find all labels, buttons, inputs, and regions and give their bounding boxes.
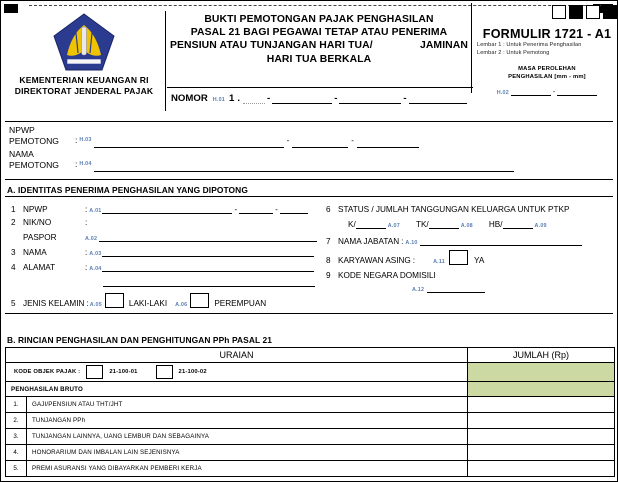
field-negara-number: 9 xyxy=(326,271,331,280)
nomor-field-2[interactable] xyxy=(272,94,332,104)
nama-pemotong-label-2: PEMOTONG xyxy=(9,160,59,171)
nomor-sep-2: - xyxy=(334,93,338,104)
field-asing-colon: : xyxy=(412,256,416,265)
formulir-title: FORMULIR 1721 - A1 xyxy=(482,27,612,41)
ministry-line-1: KEMENTERIAN KEUANGAN RI xyxy=(19,75,149,85)
kode-objek-value-1: 21-100-01 xyxy=(109,369,138,375)
section-b-title: B. RINCIAN PENGHASILAN DAN PENGHITUNGAN PPh PASAL 21 xyxy=(7,335,273,345)
row-description: GAJI/PENSIUN ATAU THT/JHT xyxy=(27,397,468,413)
field-nama-input[interactable] xyxy=(102,247,314,257)
field-negara-code: A.12 xyxy=(412,287,425,293)
field-nama-code: A.03 xyxy=(89,251,102,257)
table-row xyxy=(6,397,615,413)
penghasilan-bruto-amount-cell xyxy=(468,382,615,397)
nomor-prefix: 1 xyxy=(228,93,235,104)
penghasilan-bruto-row xyxy=(6,382,615,397)
field-kode-negara xyxy=(326,267,611,280)
field-asing-label: KARYAWAN ASING xyxy=(338,256,411,265)
field-alamat-input-1[interactable] xyxy=(102,262,314,272)
field-npwp-input-1[interactable] xyxy=(102,204,232,214)
status-hb-input[interactable] xyxy=(503,219,533,229)
field-negara-input[interactable] xyxy=(427,283,485,293)
checkbox-laki-laki[interactable] xyxy=(105,293,124,308)
title-line-3a: PENSIUN ATAU TUNJANGAN HARI TUA/ xyxy=(170,40,373,52)
nama-pemotong-field[interactable] xyxy=(94,162,514,172)
row-description: HONORARIUM DAN IMBALAN LAIN SEJENISNYA xyxy=(27,445,468,461)
ministry-block xyxy=(5,11,163,111)
nomor-field-4[interactable] xyxy=(409,94,467,104)
masa-dash: - xyxy=(552,88,556,96)
field-status-values xyxy=(326,216,611,229)
field-nama xyxy=(11,244,321,257)
title-line-3 xyxy=(169,39,469,52)
field-alamat-line-2 xyxy=(11,274,321,287)
field-npwp xyxy=(11,201,321,214)
row-number: 5. xyxy=(6,461,27,477)
field-alamat-code: A.04 xyxy=(89,266,102,272)
field-npwp-dash-2: - xyxy=(275,205,278,214)
field-nama-colon: : xyxy=(85,248,88,257)
field-alamat xyxy=(11,259,321,272)
field-jabatan-input[interactable] xyxy=(420,236,582,246)
status-k-label: K/ xyxy=(348,220,356,229)
corner-box-3 xyxy=(586,5,600,19)
field-jabatan-colon: : xyxy=(401,237,404,246)
masa-field-from[interactable] xyxy=(511,86,551,96)
gender-male-code: A.05 xyxy=(89,302,102,308)
row-amount-cell[interactable] xyxy=(468,397,615,413)
field-npwp-number: 1 xyxy=(11,205,16,214)
form-header xyxy=(5,11,613,119)
field-negara-label: KODE NEGARA DOMISILI xyxy=(338,271,436,280)
status-tk-code: A.08 xyxy=(460,223,473,229)
checkbox-kode-objek-2[interactable] xyxy=(156,365,173,379)
table-row xyxy=(6,445,615,461)
checkbox-perempuan[interactable] xyxy=(190,293,209,308)
field-nama-number: 3 xyxy=(11,248,16,257)
field-jabatan-number: 7 xyxy=(326,237,331,246)
column-header-jumlah: JUMLAH (Rp) xyxy=(468,348,615,363)
nomor-label: NOMOR xyxy=(171,93,208,104)
npwp-pemotong-dash-1: - xyxy=(286,136,290,146)
field-paspor-label: PASPOR xyxy=(23,233,57,242)
field-status-label: STATUS / JUMLAH TANGGUNGAN KELUARGA UNTUK PTKP xyxy=(338,205,570,214)
section-a-left-column xyxy=(11,201,321,310)
row-amount-cell[interactable] xyxy=(468,461,615,477)
section-a-rule xyxy=(5,196,613,197)
masa-perolehan-row xyxy=(475,86,618,96)
row-amount-cell[interactable] xyxy=(468,429,615,445)
corner-checkbox-group xyxy=(552,5,617,19)
field-npwp-dash-1: - xyxy=(234,205,238,214)
field-npwp-colon: : xyxy=(85,205,88,214)
npwp-pemotong-field-2[interactable] xyxy=(292,138,348,148)
nama-pemotong-colon: : xyxy=(75,159,78,170)
field-karyawan-asing xyxy=(326,250,611,265)
title-line-1: BUKTI PEMOTONGAN PAJAK PENGHASILAN xyxy=(204,14,434,25)
field-npwp-code: A.01 xyxy=(89,208,102,214)
field-kode-negara-input-row xyxy=(326,280,611,293)
lembar-2: Lembar 2 : Untuk Pemotong xyxy=(477,50,550,57)
nomor-dot: . xyxy=(237,93,240,104)
corner-box-4 xyxy=(603,5,617,19)
kode-objek-pajak-row xyxy=(6,363,615,382)
field-status-number: 6 xyxy=(326,205,331,214)
corner-box-2 xyxy=(569,5,583,19)
npwp-pemotong-label-1: NPWP xyxy=(9,125,35,135)
field-alamat-colon: : xyxy=(85,263,88,272)
penghasilan-table xyxy=(5,347,615,477)
pemotong-bottom-rule xyxy=(5,179,613,180)
field-npwp-label: NPWP xyxy=(23,205,48,214)
nomor-sep-1: - xyxy=(266,93,271,104)
corner-box-1 xyxy=(552,5,566,19)
field-nama-jabatan xyxy=(326,233,611,246)
section-a-bottom-rule xyxy=(5,313,613,314)
field-alamat-input-2[interactable] xyxy=(103,277,315,287)
status-hb-label: HB/ xyxy=(488,220,503,229)
lembar-1: Lembar 1 : Untuk Penerima Penghasilan xyxy=(477,42,582,48)
masa-perolehan-label xyxy=(475,65,618,81)
nomor-field-3[interactable] xyxy=(339,94,401,104)
status-tk-input[interactable] xyxy=(429,219,459,229)
row-number: 4. xyxy=(6,445,27,461)
top-dashed-rule xyxy=(29,5,611,6)
ministry-line-2: DIREKTORAT JENDERAL PAJAK xyxy=(14,85,154,96)
masa-line-2: PENGHASILAN [mm - mm] xyxy=(508,73,586,80)
ministry-name xyxy=(5,75,163,96)
field-nik-line-1 xyxy=(11,216,321,227)
row-amount-cell[interactable] xyxy=(468,413,615,429)
nomor-code: H.01 xyxy=(212,97,225,103)
field-nik-label: NIK/NO xyxy=(23,218,52,227)
nomor-field-1[interactable] xyxy=(243,94,265,104)
row-description: TUNJANGAN LAINNYA, UANG LEMBUR DAN SEBAGAINYA xyxy=(27,429,468,445)
penghasilan-bruto-label: PENGHASILAN BRUTO xyxy=(6,382,468,397)
title-line-3b: JAMINAN xyxy=(419,40,468,52)
field-alamat-number: 4 xyxy=(11,263,16,272)
table-header-row xyxy=(6,348,615,363)
section-a-title: A. IDENTITAS PENERIMA PENGHASILAN YANG DIPOTONG xyxy=(7,185,248,195)
kode-objek-amount-cell xyxy=(468,363,615,382)
field-gender-colon: : xyxy=(86,299,89,308)
checkbox-karyawan-asing[interactable] xyxy=(449,250,468,265)
field-gender-label: JENIS KELAMIN xyxy=(23,299,85,308)
label-perempuan: PEREMPUAN xyxy=(214,299,267,308)
field-asing-code: A.11 xyxy=(433,259,445,265)
djp-logo-icon xyxy=(53,13,115,71)
field-paspor-line xyxy=(11,229,321,242)
masa-field-to[interactable] xyxy=(557,86,597,96)
field-npwp-input-3[interactable] xyxy=(280,204,308,214)
row-description: TUNJANGAN PPh xyxy=(27,413,468,429)
masa-line-1: MASA PEROLEHAN xyxy=(518,65,576,72)
field-jabatan-label: NAMA JABATAN xyxy=(338,237,400,246)
nomor-sep-3: - xyxy=(403,93,407,104)
field-npwp-input-2[interactable] xyxy=(239,204,273,214)
pemotong-block xyxy=(9,125,611,177)
kode-objek-label: KODE OBJEK PAJAK : xyxy=(14,369,81,375)
npwp-pemotong-label-2: PEMOTONG xyxy=(9,136,59,147)
npwp-pemotong-dash-2: - xyxy=(351,136,354,146)
table-row xyxy=(6,461,615,477)
status-hb-code: A.09 xyxy=(534,223,547,229)
title-line-4: HARI TUA BERKALA xyxy=(266,53,372,65)
title-line-2: PASAL 21 BAGI PEGAWAI TETAP ATAU PENERIMA xyxy=(190,27,448,39)
header-divider-left xyxy=(165,11,166,111)
form-title xyxy=(169,13,469,66)
npwp-pemotong-field-3[interactable] xyxy=(357,138,419,148)
field-jenis-kelamin xyxy=(11,293,321,308)
field-nik-code: A.02 xyxy=(85,236,98,242)
kode-objek-value-2: 21-100-02 xyxy=(178,369,207,375)
row-number: 1. xyxy=(6,397,27,413)
masa-code: H.02 xyxy=(496,89,509,96)
title-rule xyxy=(167,87,473,88)
table-row xyxy=(6,429,615,445)
formulir-block xyxy=(475,11,618,96)
row-number: 3. xyxy=(6,429,27,445)
row-amount-cell[interactable] xyxy=(468,445,615,461)
djp-logo xyxy=(53,13,115,71)
field-status-ptkp xyxy=(326,201,611,214)
nama-pemotong-code: H.04 xyxy=(79,161,92,168)
nomor-row xyxy=(171,93,471,104)
status-tk-label: TK/ xyxy=(415,220,429,229)
gender-female-code: A.06 xyxy=(175,302,188,308)
field-jabatan-code: A.10 xyxy=(405,240,418,246)
kode-objek-cell xyxy=(6,363,468,382)
section-a-right-column xyxy=(326,201,611,295)
field-nik-colon: : xyxy=(85,218,88,227)
row-description: PREMI ASURANSI YANG DIBAYARKAN PEMBERI KERJA xyxy=(27,461,468,477)
npwp-pemotong-code: H.03 xyxy=(79,137,92,144)
field-nik-number: 2 xyxy=(11,218,16,227)
column-header-uraian: URAIAN xyxy=(6,348,468,363)
table-row xyxy=(6,413,615,429)
field-alamat-label: ALAMAT xyxy=(23,263,56,272)
header-divider-right xyxy=(471,3,472,93)
status-k-code: A.07 xyxy=(387,223,400,229)
section-a-body xyxy=(1,201,618,331)
checkbox-kode-objek-1[interactable] xyxy=(86,365,103,379)
field-nik-input[interactable] xyxy=(99,232,317,242)
label-laki-laki: LAKI-LAKI xyxy=(128,299,168,308)
status-k-input[interactable] xyxy=(356,219,386,229)
npwp-pemotong-field-1[interactable] xyxy=(94,138,284,148)
nama-pemotong-label-1: NAMA xyxy=(9,148,34,159)
header-bottom-rule xyxy=(5,121,613,122)
field-asing-number: 8 xyxy=(326,256,331,265)
field-nama-label: NAMA xyxy=(23,248,47,257)
row-number: 2. xyxy=(6,413,27,429)
label-ya: YA xyxy=(473,256,485,265)
field-gender-number: 5 xyxy=(11,299,16,308)
npwp-pemotong-colon: : xyxy=(75,135,78,146)
